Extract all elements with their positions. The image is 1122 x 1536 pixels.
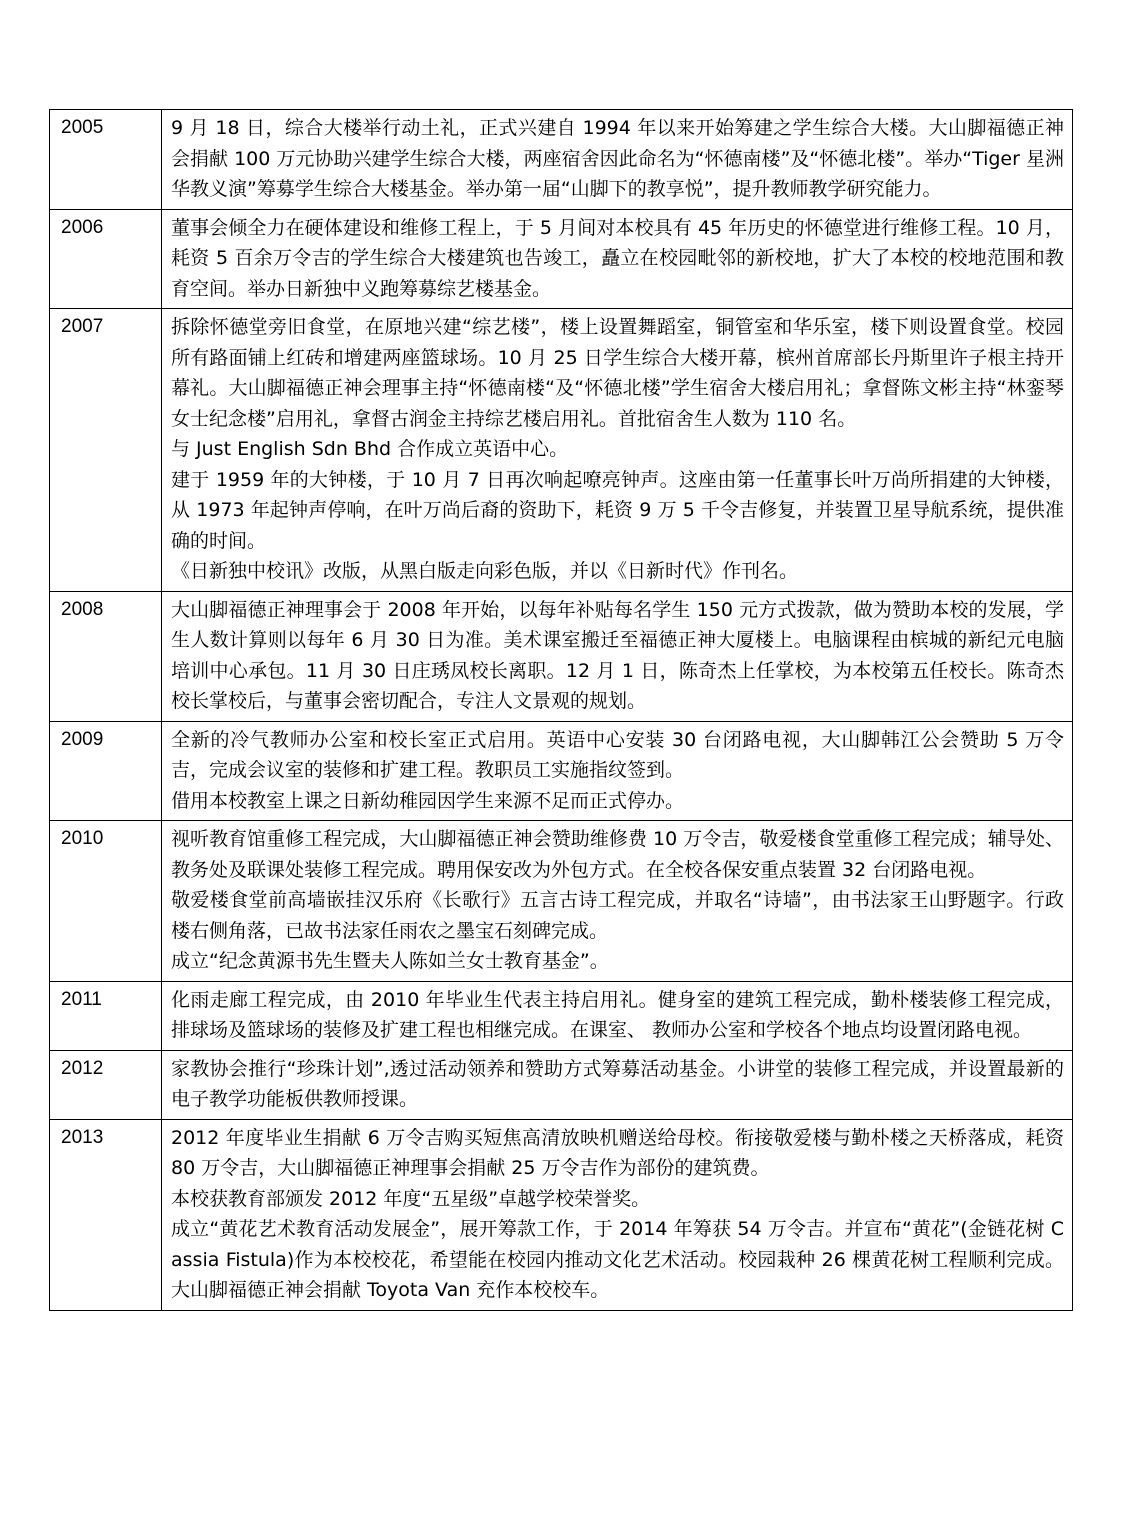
year-cell: 2005: [50, 110, 162, 210]
event-paragraph: 敬爱楼食堂前高墙嵌挂汉乐府《长歌行》五言古诗工程完成，并取名“诗墙”，由书法家王山野题字。行政楼右侧角落，已故书法家任雨农之墨宝石刻碑完成。: [171, 889, 1064, 942]
event-paragraph: 成立“黄花艺术教育活动发展金”，展开筹款工作，于 2014 年筹获 54 万令吉。并宣布“黄花”(金链花树 Cassia Fistula)作为本校校花，希望能在校园内推动文化艺术活动。校园栽种 26 棵黄花树工程顺利完成。大山脚福德正神会捐献 Toyota Van 充作本校校车。: [171, 1218, 1064, 1301]
event-paragraph: 化雨走廊工程完成，由 2010 年毕业生代表主持启用礼。健身室的建筑工程完成，勤朴楼装修工程完成，排球场及篮球场的装修及扩建工程也相继完成。在课室、 教师办公室和学校各个地点均设置闭路电视。: [171, 988, 1064, 1041]
event-paragraph: 9 月 18 日，综合大楼举行动土礼，正式兴建自 1994 年以来开始筹建之学生综合大楼。大山脚福德正神会捐献 100 万元协助兴建学生综合大楼，两座宿舍因此命名为“怀德南楼”及“怀德北楼”。举办“Tiger 星洲华教义演”筹募学生综合大楼基金。举办第一届“山脚下的教享悦”，提升教师教学研究能力。: [171, 117, 1064, 200]
event-cell: [162, 1119, 1073, 1310]
table-row: [50, 821, 1073, 982]
event-paragraph: 董事会倾全力在硬体建设和维修工程上，于 5 月间对本校具有 45 年历史的怀德堂进行维修工程。10 月，耗资 5 百余万令吉的学生综合大楼建筑也告竣工，矗立在校园毗邻的新校地，扩大了本校的校地范围和教育空间。举办日新独中义跑筹募综艺楼基金。: [171, 216, 1064, 300]
table-row: [50, 981, 1073, 1050]
event-paragraph: 成立“纪念黄源书先生暨夫人陈如兰女士教育基金”。: [171, 950, 609, 972]
year-cell: 2010: [50, 821, 162, 982]
event-paragraph: 拆除怀德堂旁旧食堂，在原地兴建“综艺楼”，楼上设置舞蹈室，铜管室和华乐室，楼下则设置食堂。校园所有路面铺上红砖和增建两座篮球场。10 月 25 日学生综合大楼开幕，槟州首席部长丹斯里许子根主持开幕礼。大山脚福德正神会理事主持“怀德南楼“及“怀德北楼”学生宿舍大楼启用礼；拿督陈文彬主持“林銮琴女士纪念楼”启用礼，拿督古润金主持综艺楼启用礼。首批宿舍生人数为 110 名。: [171, 316, 1064, 430]
table-row: [50, 1050, 1073, 1119]
event-cell: [162, 110, 1073, 210]
table-row: [50, 1119, 1073, 1310]
year-cell: 2011: [50, 981, 162, 1050]
year-cell: 2008: [50, 591, 162, 721]
year-cell: 2009: [50, 721, 162, 821]
table-row: [50, 110, 1073, 210]
year-cell: 2007: [50, 309, 162, 592]
event-paragraph: 全新的冷气教师办公室和校长室正式启用。英语中心安装 30 台闭路电视，大山脚韩江公会赞助 5 万令吉，完成会议室的装修和扩建工程。教职员工实施指纹签到。: [171, 728, 1064, 781]
event-cell: [162, 209, 1073, 309]
event-cell: [162, 1050, 1073, 1119]
event-paragraph: 本校获教育部颁发 2012 年度“五星级”卓越学校荣誉奖。: [171, 1187, 651, 1210]
event-paragraph: 2012 年度毕业生捐献 6 万令吉购买短焦高清放映机赠送给母校。衔接敬爱楼与勤朴楼之天桥落成，耗资 80 万令吉，大山脚福德正神理事会捐献 25 万令吉作为部份的建筑费。: [171, 1126, 1064, 1179]
event-paragraph: 家教协会推行“珍珠计划”,透过活动领养和赞助方式筹募活动基金。小讲堂的装修工程完成，并设置最新的电子教学功能板供教师授课。: [171, 1057, 1064, 1110]
event-cell: [162, 821, 1073, 982]
event-paragraph: 《日新独中校讯》改版，从黑白版走向彩色版，并以《日新时代》作刊名。: [171, 560, 799, 582]
year-cell: 2006: [50, 209, 162, 309]
event-cell: [162, 721, 1073, 821]
school-history-table: [49, 109, 1073, 1311]
table-row: [50, 721, 1073, 821]
table-row: [50, 309, 1073, 592]
table-row: [50, 209, 1073, 309]
event-cell: [162, 309, 1073, 592]
event-cell: [162, 591, 1073, 721]
year-cell: 2012: [50, 1050, 162, 1119]
event-paragraph: 借用本校教室上课之日新幼稚园因学生来源不足而正式停办。: [171, 789, 685, 812]
event-paragraph: 大山脚福德正神理事会于 2008 年开始，以每年补贴每名学生 150 元方式拨款，做为赞助本校的发展，学生人数计算则以每年 6 月 30 日为准。美术课室搬迁至福德正神大厦楼上。电脑课程由槟城的新纪元电脑培训中心承包。11 月 30 日庄琇凤校长离职。12 月 1 日，陈奇杰上任掌校，为本校第五任校长。陈奇杰校长掌校后，与董事会密切配合，专注人文景观的规划。: [171, 598, 1064, 712]
table-row: [50, 591, 1073, 721]
event-paragraph: 与 Just English Sdn Bhd 合作成立英语中心。: [171, 438, 569, 460]
event-paragraph: 建于 1959 年的大钟楼，于 10 月 7 日再次响起嘹亮钟声。这座由第一任董事长叶万尚所捐建的大钟楼，从 1973 年起钟声停响，在叶万尚后裔的资助下，耗资 9 万 5 千令吉修复，并装置卫星导航系统，提供准确的时间。: [171, 468, 1064, 552]
timeline-body: [50, 110, 1073, 1311]
year-cell: 2013: [50, 1119, 162, 1310]
event-paragraph: 视听教育馆重修工程完成，大山脚福德正神会赞助维修费 10 万令吉，敬爱楼食堂重修工程完成；辅导处、教务处及联课处装修工程完成。聘用保安改为外包方式。在全校各保安重点装置 32 台闭路电视。: [171, 828, 1064, 881]
event-cell: [162, 981, 1073, 1050]
